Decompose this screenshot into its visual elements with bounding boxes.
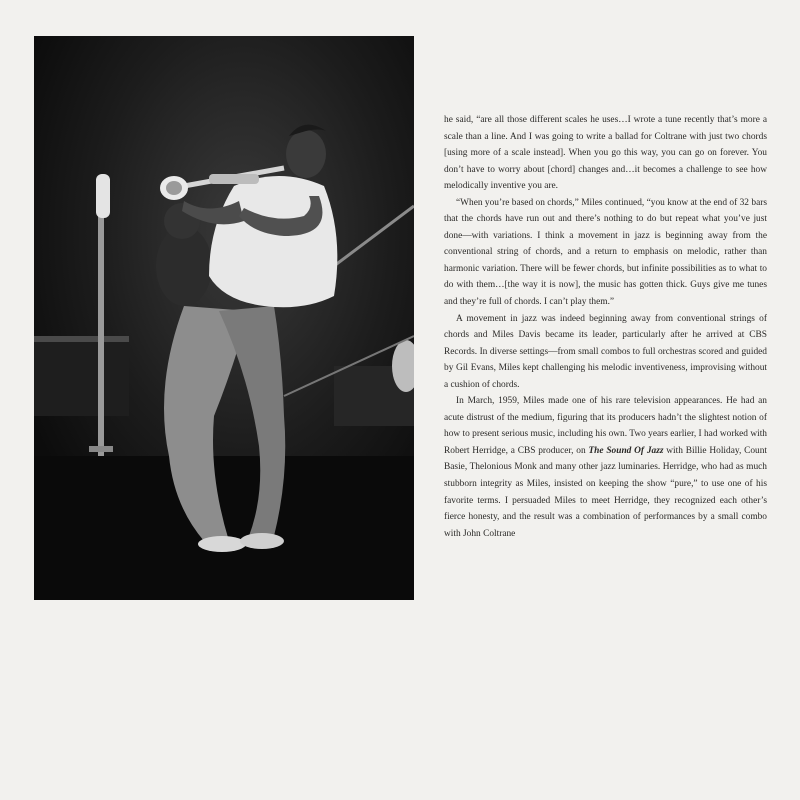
show-title: The Sound Of Jazz <box>588 445 664 456</box>
paragraph-3: A movement in jazz was indeed beginning away from conventional strings of chords and Miles Davis became its leader, particularly after he arrived at CBS Records. In diverse settings—from small combos to full orchestras scored and guided by Gil Evans, Miles kept challenging his melodic inventiveness, improvising without a cushion of chords. <box>444 313 767 390</box>
paragraph-4-text-a: In March, 1959, Miles made one of his rare television appearances. He had an acute distrust of the medium, figuring that its producers hadn’t the slightest notion of how to present serious music, including his own. Two years earlier, I had worked with Robert Herridge, a CBS producer, on <box>444 396 767 456</box>
concert-photo <box>34 36 414 600</box>
paragraph-4 <box>444 393 767 542</box>
paragraph-1: he said, “are all those different scales he uses…I wrote a tune recently that’s more a scale than a line. And I was going to write a ballad for Coltrane with just two chords [using more of a scale instead]. When you go this way, you can go on forever. You don’t have to worry about [chord] changes and…it becomes a challenge to see how melodically inventive you are. <box>444 115 767 192</box>
paragraph-4-text-b: with Billie Holiday, Count Basie, Thelonious Monk and many other jazz luminaries. Herridge, who had as much stubborn integrity as Miles, insisted on keeping the show “pure,” to use one of his favorite terms. I persuaded Miles to meet Herridge, they recognized each other’s fierce honesty, and the result was a combination of performances by a small combo with John Coltrane <box>444 445 768 539</box>
article-text-column <box>444 112 767 542</box>
paragraph-2: “When you’re based on chords,” Miles continued, “you know at the end of 32 bars that the chords have run out and there’s nothing to do but repeat what you’ve just done—with variations. I think a movement in jazz is beginning away from the conventional string of chords, and a return to emphasis on melodic, rather than harmonic variation. There will be fewer chords, but infinite possibilities as to what to do with them…[the way it is now], the music has gotten thick. Guys give me tunes and they’re full of chords. I can’t play them.” <box>444 197 767 308</box>
trumpet-player-illustration <box>34 36 414 600</box>
